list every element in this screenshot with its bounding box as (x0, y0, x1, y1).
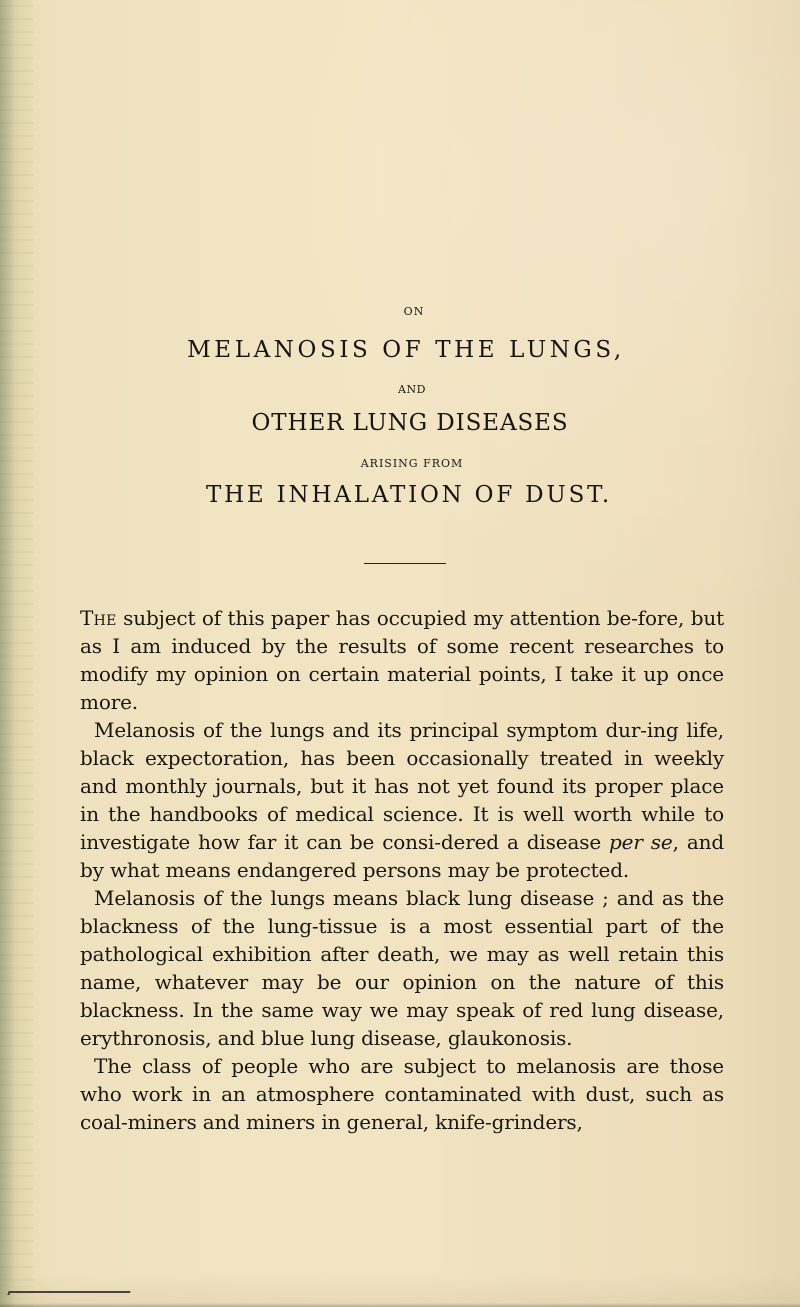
section-divider-text (364, 552, 367, 553)
paragraph-4: The class of people who are subject to melanosis are those who work in an atmosphere contaminated with dust, such as coal-miners and miners in general, knife-grinders, (80, 1054, 724, 1134)
title-inhalation-of-dust: THE INHALATION OF DUST. (205, 482, 613, 508)
paragraph-3: Melanosis of the lungs means black lung disease ; and as the blackness of the lung-tissue is a most essential part of the pathological exhibition after death, we may as well retain this name, whatever may be our opinion on the nature of this blackness. In the same way we may speak of red lung disease, erythronosis, and blue lung disease, glaukonosis. (80, 886, 724, 1050)
title-melanosis: MELANOSIS OF THE LUNGS, (187, 337, 625, 363)
paragraph-2-text-after: , and by what means endangered persons may be protected. (80, 830, 724, 882)
body-text (80, 604, 724, 1136)
paragraph-2 (80, 716, 724, 884)
heading-arising-from: ARISING FROM (360, 457, 464, 470)
paragraph-2-text-before: Melanosis of the lungs and its principal symptom dur-ing life, black expectoration, has been occasionally treated in weekly and monthly journals, but it has not yet found its proper place in the handbooks of medical science. It is well worth while to investigate how far it can be consi-dered a disease (80, 718, 724, 854)
section-divider (364, 563, 446, 564)
heading-on: ON (403, 305, 425, 318)
heading-and: AND (398, 383, 426, 396)
paragraph-1-lead: The (80, 606, 117, 630)
paragraph-2-emphasis: per se (609, 830, 673, 854)
paragraph-1 (80, 604, 724, 716)
subtitle-other-lung-diseases: OTHER LUNG DISEASES (251, 410, 569, 436)
paragraph-1-text: subject of this paper has occupied my attention be-fore, but as I am induced by the results of some recent researches to modify my opinion on certain material points, I take it up once more. (80, 606, 724, 714)
